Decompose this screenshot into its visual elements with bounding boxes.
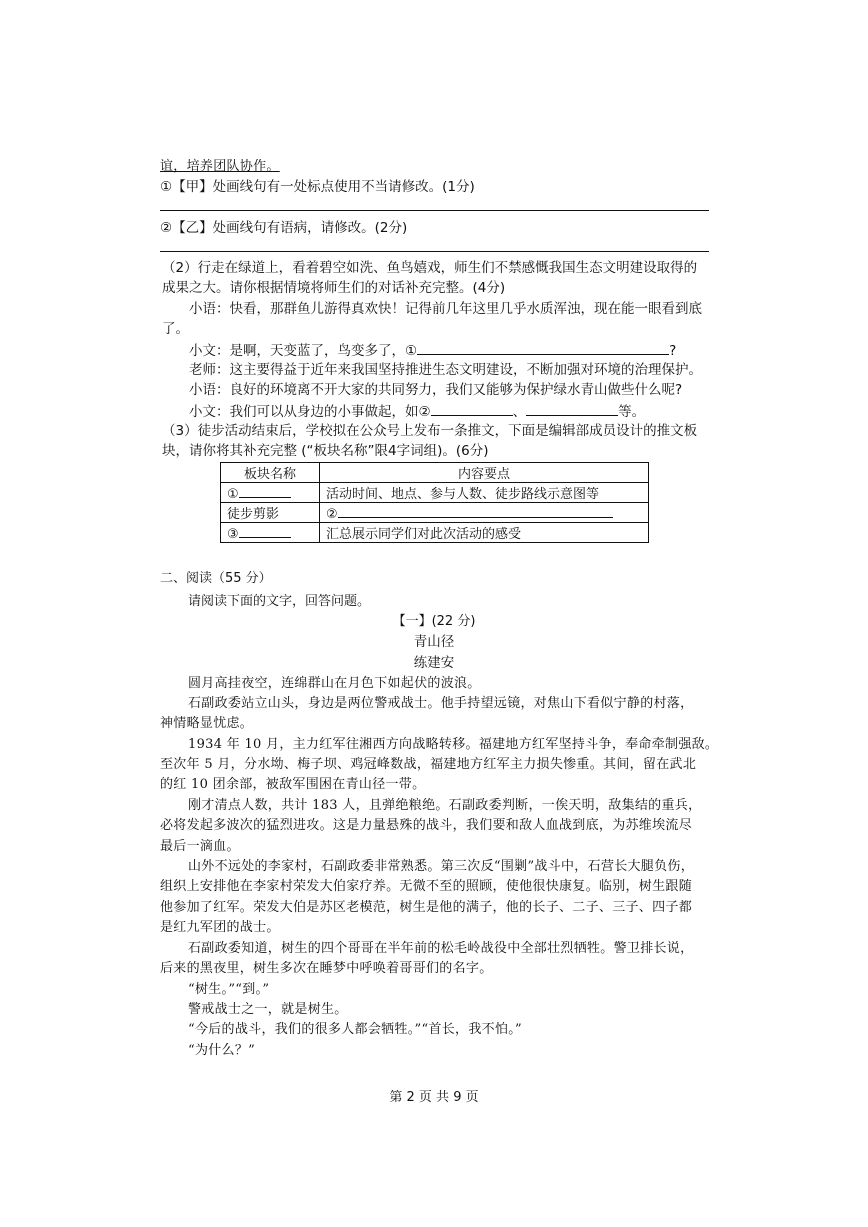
paragraph-3-line-3: 的红 10 团余部，被敌军围困在青山径一带。 (160, 777, 426, 792)
paragraph-5-line-1: 山外不远处的李家村，石副政委非常熟悉。第三次反“围剿”战斗中，石营长大腿负伤， (188, 859, 694, 874)
paragraph-1: 圆月高挂夜空，连绵群山在月色下如起伏的波浪。 (188, 676, 481, 691)
table-cell-name: ③ (221, 523, 320, 543)
question-3-line-1: （3）徒步活动结束后，学校拟在公众号上发布一条推文，下面是编辑部成员设计的推文板 (162, 423, 698, 439)
table-header-content: 内容要点 (320, 463, 649, 483)
table-row (221, 523, 649, 543)
blank-1 (417, 340, 669, 355)
dialogue-xiaoyu-2: 小语：良好的环境离不开大家的共同努力，我们又能够为保护绿水青山做些什么呢? (189, 382, 683, 398)
paragraph-4-line-1: 刚才清点人数，共计 183 人，且弹绝粮绝。石副政委判断，一俟天明，敌集结的重兵， (188, 798, 702, 813)
dialogue-xiaoyu-1-line-2: 了。 (162, 321, 189, 337)
post-sections-table (220, 462, 649, 543)
paragraph-5-line-2: 组织上安排他在李家村荣发大伯家疗养。无微不至的照顾，使他很快康复。临别，树生跟随 (160, 879, 693, 894)
paragraph-4-line-2: 必将发起多波次的猛烈进攻。这是力量悬殊的战斗，我们要和敌人血战到底，为苏维埃流尽 (160, 818, 693, 833)
reading-author: 练建安 (413, 655, 455, 671)
dialogue-xiaowen-1 (189, 340, 676, 361)
reading-part-label: 【一】(22 分) (392, 614, 476, 629)
question-1-1: ①【甲】处画线句有一处标点使用不当请修改。(1分) (160, 179, 475, 195)
dialogue-xiaoyu-1-line-1: 小语：快看，那群鱼儿游得真欢快！记得前几年这里几乎水质浑浊，现在能一眼看到底 (189, 301, 702, 317)
reading-instruction: 请阅读下面的文字，回答问题。 (188, 594, 371, 609)
paragraph-5-line-4: 是红九军团的战士。 (160, 920, 280, 935)
blank-3 (239, 483, 291, 498)
section-title-reading: 二、阅读（55 分） (160, 571, 272, 586)
paragraph-5-line-3: 他参加了红军。荣发大伯是苏区老模范，树生是他的满子，他的长子、二子、三子、四子都 (160, 900, 693, 915)
paragraph-6-line-1: 石副政委知道，树生的四个哥哥在半年前的松毛岭战役中全部壮烈牺牲。警卫排长说， (188, 941, 694, 956)
paragraph-4-line-3: 最后一滴血。 (160, 839, 240, 854)
dialogue-teacher: 老师：这主要得益于近年来我国坚持推进生态文明建设，不断加强对环境的治理保护。 (189, 362, 702, 378)
question-1-2: ②【乙】处画线句有语病，请修改。(2分) (160, 220, 408, 236)
page-number: 第 2 页 共 9 页 (389, 1090, 479, 1105)
dialogue-xiaowen-1-suffix: ? (669, 343, 677, 359)
paragraph-2-line-1: 石副政委站立山头，身边是两位警戒战士。他手持望远镜，对焦山下看似宁静的村落， (188, 696, 694, 711)
paragraph-3-line-1: 1934 年 10 月，主力红军往湘西方向战略转移。福建地方红军坚持斗争，奉命牵制强敌。 (188, 737, 719, 752)
paragraph-3-line-2: 至次年 5 月，分水坳、梅子坝、鸡冠峰数战，福建地方红军主力损失惨重。其间，留在武北 (160, 757, 697, 772)
table-header-row (221, 463, 649, 483)
dialogue-xiaowen-2-prefix: 小文：我们可以从身边的小事做起，如② (189, 404, 431, 420)
question-2-line-1: （2）行走在绿道上，看着碧空如洗、鱼鸟嬉戏，师生们不禁感慨我国生态文明建设取得的 (162, 260, 698, 276)
paragraph-7: “树生。”“到。” (188, 982, 270, 997)
table-cell-content: 活动时间、地点、参与人数、徒步路线示意图等 (320, 483, 649, 503)
paragraph-9: “今后的战斗，我们的很多人都会牺牲。”“首长，我不怕。” (188, 1022, 522, 1037)
question-2-line-2: 成果之大。请你根据情境将师生们的对话补充完整。(4分) (162, 280, 506, 296)
table-row (221, 483, 649, 503)
dialogue-xiaowen-2-sep: 、 (512, 404, 527, 420)
blank-4 (338, 503, 613, 518)
table-header-name: 板块名称 (221, 463, 320, 483)
question-3-line-2: 块，请你将其补充完整 (“板块名称”限4字词组)。(6分) (162, 443, 489, 459)
paragraph-6-line-2: 后来的黑夜里，树生多次在睡梦中呼唤着哥哥们的名字。 (160, 961, 493, 976)
dialogue-xiaowen-1-prefix: 小文：是啊，天变蓝了，鸟变多了，① (189, 343, 418, 359)
paragraph-2-line-2: 神情略显忧虑。 (160, 716, 254, 731)
table-cell-name: 徒步剪影 (221, 503, 320, 523)
blank-2a (431, 401, 513, 416)
reading-title: 青山径 (413, 634, 455, 650)
paragraph-8: 警戒战士之一，就是树生。 (188, 1002, 348, 1017)
answer-line-2 (160, 251, 709, 252)
dialogue-xiaowen-2 (189, 401, 645, 422)
blank-2b (526, 401, 618, 416)
table-cell-content: ② (320, 503, 649, 523)
table-row (221, 503, 649, 523)
table-cell-name: ① (221, 483, 320, 503)
blank-5 (239, 523, 291, 538)
dialogue-xiaowen-2-suffix: 等。 (618, 404, 646, 420)
paragraph-10: “为什么？” (188, 1043, 256, 1058)
table-cell-content: 汇总展示同学们对此次活动的感受 (320, 523, 649, 543)
answer-line-1 (160, 210, 709, 211)
intro-tail-text: 谊，培养团队协作。 (160, 159, 280, 174)
